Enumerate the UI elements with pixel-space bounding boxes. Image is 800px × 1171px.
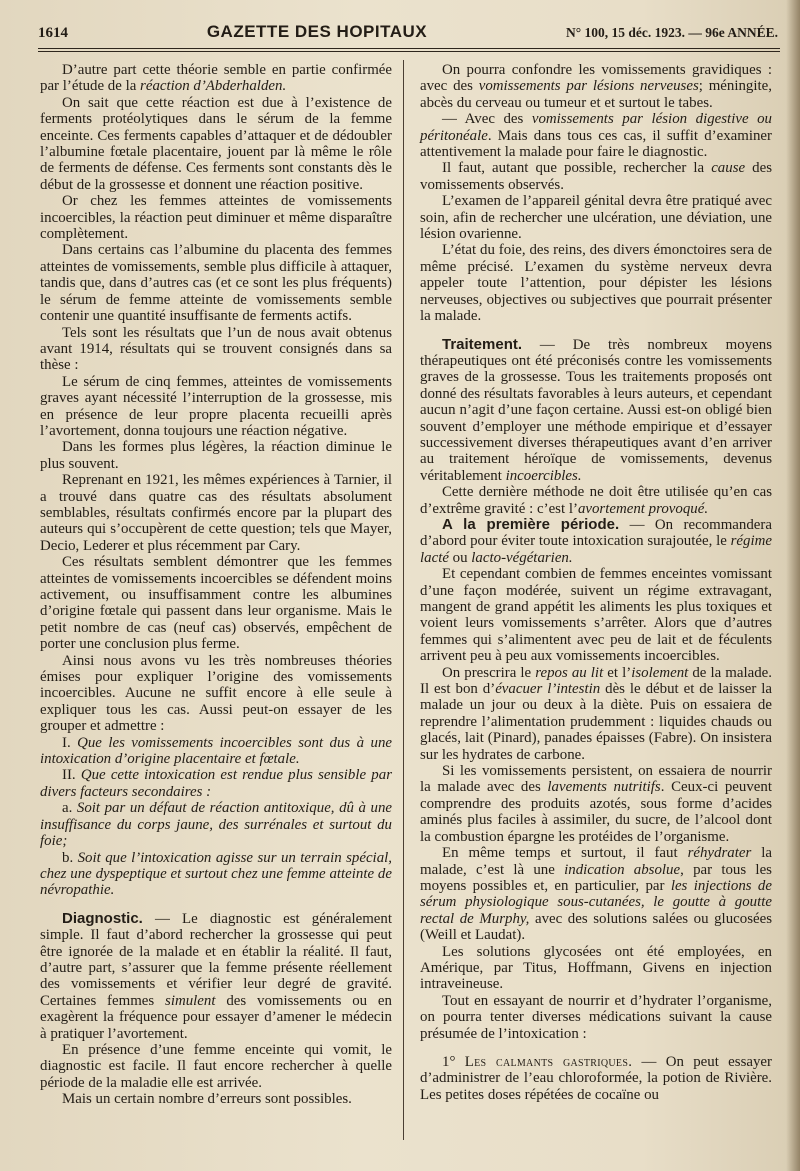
paragraph: On pourra confondre les vomissements gravidiques : avec des vomissements par lésions nerveuses; méningite, abcès du cerveau ou tumeur et et surtout le tabes. (420, 62, 772, 111)
subsection-premiere-periode: A la première période. — On recommandera d’abord pour éviter toute intoxication surajoutée, le régime lacté ou lacto-végétarien. (420, 515, 772, 566)
paragraph: On sait que cette réaction est due à l’existence de ferments protéolytiques dans le sérum de la femme enceinte. Ces ferments capables d’attaquer et de dédoubler l’albumine fœtale placentaire, jouent par là même le rôle de ferments de défense. Ces ferments sont constants dès le début de la grossesse et donnent une réaction positive. (40, 94, 392, 193)
paragraph: Les solutions glycosées ont été employées, en Amérique, par Titus, Hoffmann, Givens en injection intraveineuse. (420, 943, 772, 993)
column-divider (403, 60, 404, 1140)
section-heading: Traitement. (442, 335, 523, 353)
paragraph: On prescrira le repos au lit et l’isolement de la malade. Il est bon d’évacuer l’intestin dès le début et de laisser la malade un jour ou deux à la diète. Puis on essaiera de reprendre l’alimentation prudemment : liquides chauds ou glacés, lait (Pinard), panades épaisses (Fabre). On insistera sur les hydrates de carbone. (420, 664, 772, 763)
section-diagnostic: Diagnostic. — Le diagnostic est généralement simple. Il faut d’abord rechercher la grossesse qui peut être ignorée de la malade et en établir la réalité. Il faut, d’autre part, s’assurer que la femme présente réellement des vomissements et vérifier leur degré de gravité. Certaines femmes simulent des vomissements ou en exagèrent la fréquence pour essayer d’amener le médecin à pratiquer l’avortement. (40, 909, 392, 1042)
paragraph: Il faut, autant que possible, rechercher la cause des vomissements observés. (420, 160, 772, 193)
journal-title: GAZETTE DES HOPITAUX (206, 22, 428, 41)
section-traitement: Traitement. — De très nombreux moyens thérapeutiques ont été préconisés contre les vomissements graves de la grossesse. Tous les traitements proposés ont donné des résultats favorables à leurs auteurs, et cependant aucun n’agit d’une façon certaine. Aussi est-on obligé bien souvent d’employer une méthode empirique et d’essayer successivement diverses thérapeutiques avant d’en arriver au traitement héroïque de vomissements, devenus véritablement incoercibles. (420, 335, 772, 484)
section-heading: Diagnostic. (62, 909, 143, 927)
running-header (38, 22, 778, 46)
paragraph: Mais un certain nombre d’erreurs sont possibles. (62, 1091, 352, 1108)
header-rule-double (38, 51, 780, 52)
paragraph: En même temps et surtout, il faut réhydrater la malade, c’est là une indication absolue, par tous les moyens possibles et, en particulier, par les injections de sérum physiologique sous-cutanées, le goutte à goutte rectal de Murphy, avec des solutions salées ou glucosées (Weill et Laudat). (420, 845, 772, 944)
list-item: I. Que les vomissements incoercibles sont dus à une intoxication d’origine placentaire et fœtale. (40, 734, 392, 768)
inline-heading: Les calmants gastriques. (464, 1053, 633, 1070)
left-column (40, 62, 392, 1108)
page-edge-shadow (786, 0, 800, 1171)
paragraph: Le sérum de cinq femmes, atteintes de vomissements graves ayant nécessité l’interruption de la grossesse, mis en présence de leur propre placenta recueilli après l’avortement, donna toujours une réaction négative. (40, 373, 392, 439)
issue-info: N° 100, 15 déc. 1923. — 96e ANNÉE. (565, 25, 778, 40)
page-number: 1614 (38, 25, 68, 41)
paragraph: Ainsi nous avons vu les très nombreuses théories émises pour expliquer l’origine des vomissements incoercibles. Aucune ne suffit encore à elle seule à expliquer tous les cas. Aussi peut-on essayer de les grouper et admettre : (40, 652, 392, 735)
paragraph: Dans certains cas l’albumine du placenta des femmes atteintes de vomissements, semble plus difficile à attaquer, tandis que, dans d’autres cas (et ce sont les plus fréquents) le sérum de femme atteinte de vomissements semble contenir une quantité insuffisante de ferments actifs. (40, 242, 392, 325)
paragraph: D’autre part cette théorie semble en partie confirmée par l’étude de la réaction d’Abderhalden. (40, 62, 392, 95)
paragraph: — Avec des vomissements par lésion digestive ou péritonéale. Mais dans tous ces cas, il suffit d’examiner attentivement la malade pour faire le diagnostic. (420, 111, 772, 161)
list-item: b. Soit que l’intoxication agisse sur un terrain spécial, chez une dyspeptique et surtout chez une femme atteinte de névropathie. (40, 849, 392, 899)
paragraph: L’état du foie, des reins, des divers émonctoires sera de même précisé. L’examen du système nerveux devra appeler toute l’attention, pour dépister les lésions nerveuses, objectives ou subjectives que pourrait présenter la malade. (420, 242, 772, 325)
paragraph: Reprenant en 1921, les mêmes expériences à Tarnier, il a trouvé dans quatre cas des résultats absolument semblables, résultats confirmés encore par la plupart des auteurs qui s’occupèrent de cette question; tels que Mayer, Decio, Lederer et plus récemment par Cary. (40, 472, 392, 554)
right-column (420, 62, 772, 1103)
header-rule (38, 48, 780, 49)
paragraph: En présence d’une femme enceinte qui vomit, le diagnostic est facile. Il faut encore rechercher à quelle période de la maladie elle est arrivée. (40, 1041, 392, 1091)
list-item: a. Soit par un défaut de réaction antitoxique, dû à une insuffisance du corps jaune, des surrénales et surtout du foie; (40, 800, 392, 850)
paragraph: Tels sont les résultats que l’un de nous avait obtenus avant 1914, résultats qui se trouvent consignés dans sa thèse : (40, 324, 392, 374)
paragraph: Ces résultats semblent démontrer que les femmes atteintes de vomissements incoercibles se défendent moins activement, ou insuffisamment contre les albumines d’origine fœtale qui passent dans leur organisme. Mais le petit nombre de cas (neuf cas) observés, empêchent de porter une conclusion plus ferme. (40, 554, 392, 653)
paragraph: Tout en essayant de nourrir et d’hydrater l’organisme, on pourra tenter diverses médications suivant la cause présumée de l’intoxication : (420, 992, 772, 1042)
paragraph: Or chez les femmes atteintes de vomissements incoercibles, la réaction peut diminuer et même disparaître complètement. (40, 193, 392, 243)
paragraph-calmants: 1° Les calmants gastriques. — On peut essayer d’administrer de l’eau chloroformée, la potion de Rivière. Les petites doses répétées de cocaïne ou (420, 1053, 772, 1103)
paragraph: Cette dernière méthode ne doit être utilisée qu’en cas d’extrême gravité : c’est l’avortement provoqué. (420, 484, 772, 517)
paragraph: Dans les formes plus légères, la réaction diminue le plus souvent. (40, 439, 392, 472)
paragraph: Et cependant combien de femmes enceintes vomissant d’une façon modérée, suivent un régime extravagant, mangent de grand appétit les aliments les plus toxiques et voient leurs vomissements s’arrêter. Alors que d’autres femmes qui s’alimentent avec peu de lait et de féculents arrivent peu à peu aux vomissements incoercibles. (420, 566, 772, 665)
paragraph: Si les vomissements persistent, on essaiera de nourrir la malade avec des lavements nutritifs. Ceux-ci peuvent comprendre des produits azotés, sous forme d’acides aminés plus faciles à assimiler, du sucre, de l’alcool dont la combustion épargne les protéides de l’organisme. (420, 763, 772, 845)
subsection-heading: A la première période. (442, 515, 620, 533)
list-item: II. Que cette intoxication est rendue plus sensible par divers facteurs secondaires : (40, 767, 392, 800)
paragraph: L’examen de l’appareil génital devra être pratiqué avec soin, afin de rechercher une ulcération, une déviation, une lésion ovarienne. (420, 193, 772, 243)
